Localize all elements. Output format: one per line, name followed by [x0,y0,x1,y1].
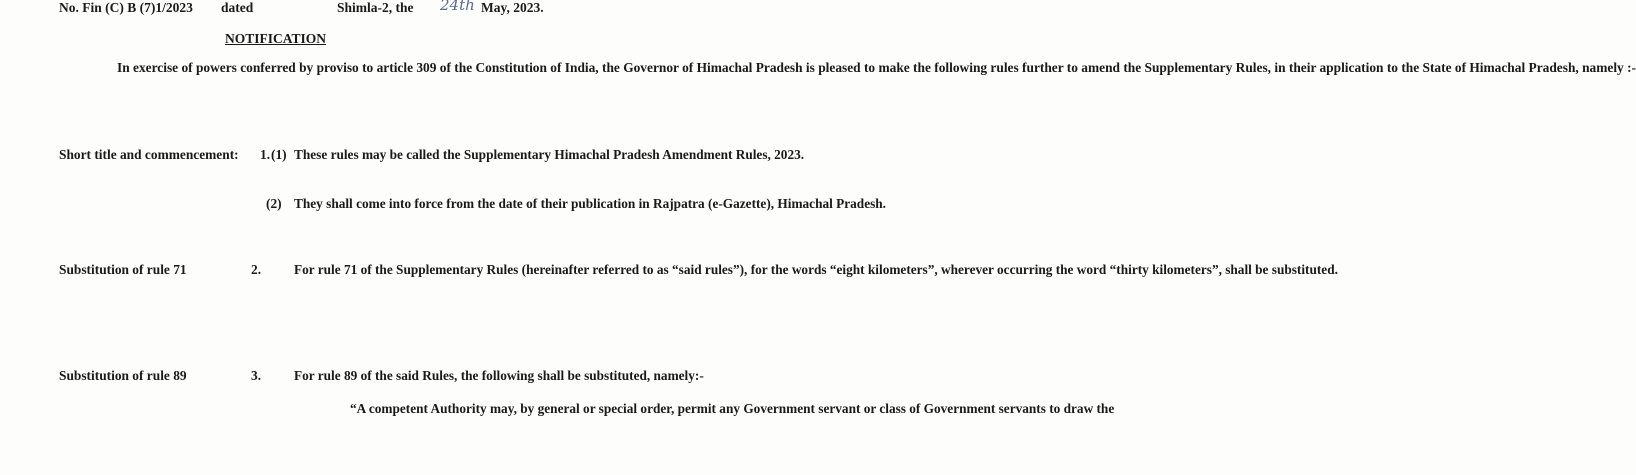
intro-paragraph [59,59,1636,77]
section-1-side-title: Short title and commencement: [59,147,239,162]
section-3-text-block [294,368,704,385]
section-3-quote-block [315,401,1115,418]
section-3-quote: “A competent Authority may, by general or special order, permit any Government servant or class of Government servants to draw the [350,401,1115,416]
page-title: NOTIFICATION [225,31,327,46]
place-label: Shimla-2, the [337,0,414,15]
intro-text: In exercise of powers conferred by proviso to article 309 of the Constitution of India, the Governor of Himachal Pradesh is pleased to make the following rules further to amend the Supplementary Rules, in their application to the State of Himachal Pradesh, namely :- [117,60,1636,75]
section-3-side-title: Substitution of rule 89 [59,368,187,383]
section-3-text: For rule 89 of the said Rules, the following shall be substituted, namely:- [294,368,704,383]
clause-1-label: (1) [271,147,287,162]
section-2-text-block [294,262,1338,279]
section-1-number: 1. [260,147,271,162]
handwritten-date: 24th [440,0,475,14]
clause-2-text-block [294,196,886,213]
month-year: May, 2023. [481,0,544,15]
clause-2-text: They shall come into force from the date of their publication in Rajpatra (e-Gazette), Himachal Pradesh. [294,196,886,211]
section-3-number: 3. [251,368,262,383]
section-2-side-title: Substitution of rule 71 [59,262,187,277]
section-2-number: 2. [251,262,262,277]
clause-1-text-block [294,147,805,164]
clause-2-label: (2) [266,196,282,211]
file-number: No. Fin (C) B (7)1/2023 [59,0,193,15]
dated-label: dated [221,0,254,15]
section-2-text: For rule 71 of the Supplementary Rules (hereinafter referred to as “said rules”), for the words “eight kilometers”, wherever occurring the word “thirty kilometers”, shall be substituted. [294,262,1338,277]
clause-1-text: These rules may be called the Supplementary Himachal Pradesh Amendment Rules, 2023. [294,147,805,162]
